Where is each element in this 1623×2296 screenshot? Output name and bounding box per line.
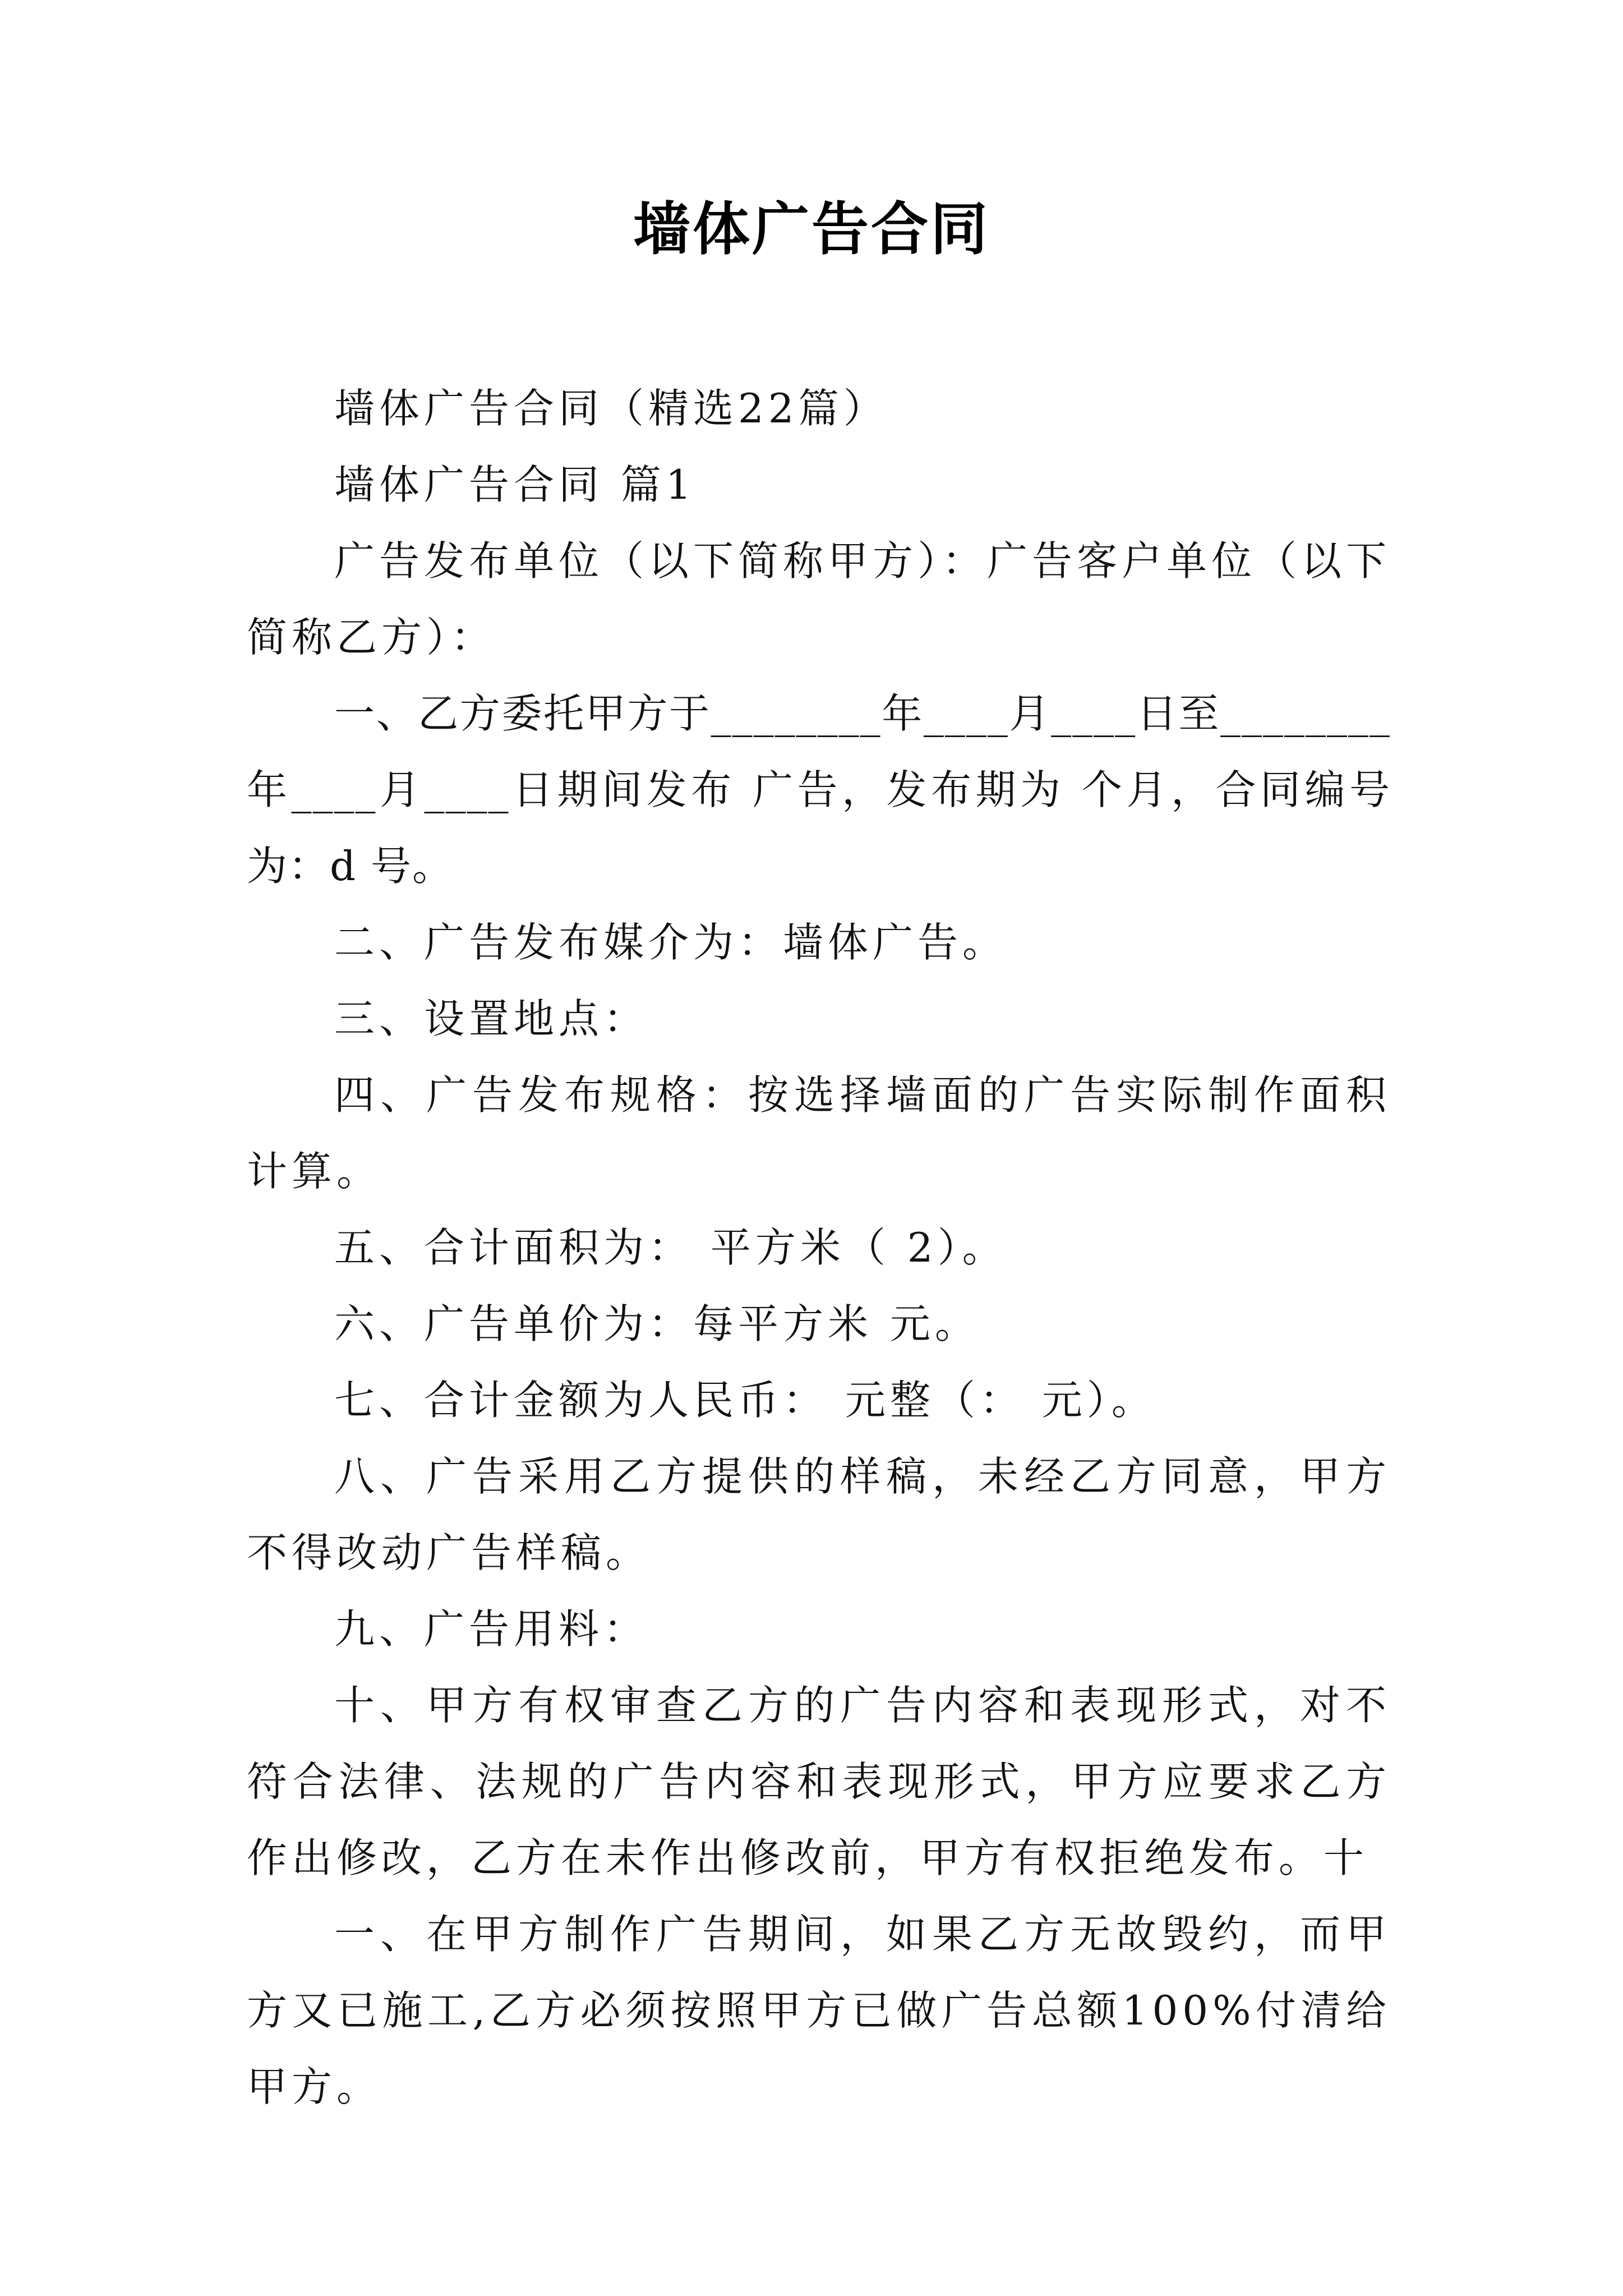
document-title: 墙体广告合同 [633, 196, 990, 263]
paragraph-clause-9: 九、广告用料： [334, 1605, 649, 1653]
paragraph-clause-2: 二、广告发布媒介为：墙体广告。 [334, 919, 1008, 966]
paragraph-clause-8: 八、广告采用乙方提供的样稿，未经乙方同意，甲方不得改动广告样稿。 [247, 1453, 1391, 1576]
paragraph-clause-11: 一、在甲方制作广告期间，如果乙方无故毁约，而甲方又已施工,乙方必须按照甲方已做广告总额100%付清给甲方。 [247, 1911, 1391, 2110]
paragraph-clause-1: 一、乙方委托甲方于________年____月____日至________年____月____日期间发布 广告，发布期为 个月，合同编号为：d 号。 [247, 690, 1391, 890]
paragraph-clause-5: 五、合计面积为： 平方米（ 2）。 [334, 1224, 1007, 1271]
paragraph-clause-10: 十、甲方有权审查乙方的广告内容和表现形式，对不符合法律、法规的广告内容和表现形式，甲方应要求乙方作出修改，乙方在未作出修改前，甲方有权拒绝发布。十 [247, 1682, 1391, 1881]
document-body [247, 370, 1391, 2125]
paragraph-clause-6: 六、广告单价为：每平方米 元。 [334, 1300, 980, 1347]
paragraph-clause-7: 七、合计金额为人民币： 元整（： 元）。 [334, 1377, 1156, 1424]
paragraph-section-heading: 墙体广告合同 篇1 [334, 461, 696, 508]
paragraph-clause-3: 三、设置地点： [334, 995, 649, 1042]
paragraph-parties: 广告发布单位（以下简称甲方）：广告客户单位（以下简称乙方）： [247, 537, 1391, 661]
paragraph-clause-4: 四、广告发布规格：按选择墙面的广告实际制作面积计算。 [247, 1071, 1391, 1195]
paragraph-subtitle: 墙体广告合同（精选22篇） [334, 385, 888, 432]
